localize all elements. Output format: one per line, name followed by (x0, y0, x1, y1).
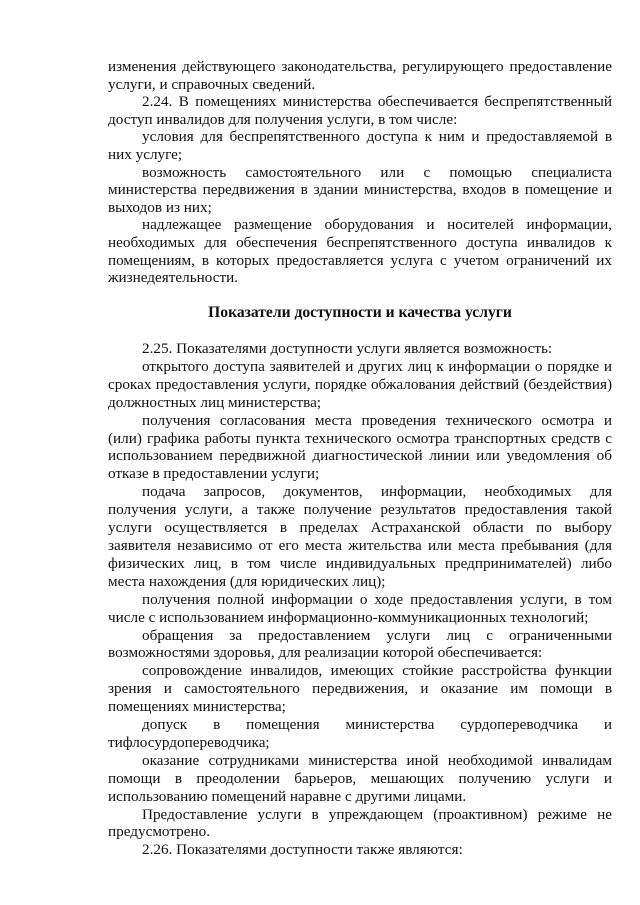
paragraph-access-conditions: условия для беспрепятственного доступа к ним и предоставляемой в них услуге; (108, 128, 612, 163)
paragraph-approval: получения согласования места проведения технического осмотра и (или) графика работы пункта технического осмотра транспортных средств с использованием передвижной диагностической линии или уведомления об отказе в предоставлении услуги; (108, 411, 612, 483)
paragraph-continuation: изменения действующего законодательства, регулирующего предоставление услуги, и справочных сведений. (108, 58, 612, 93)
paragraph-2-24: 2.24. В помещениях министерства обеспечивается беспрепятственный доступ инвалидов для получения услуги, в том числе: (108, 93, 612, 128)
paragraph-assistance: оказание сотрудниками министерства иной необходимой инвалидам помощи в преодолении барьеров, мешающих получению услуги и использованию помещений наравне с другими лицами. (108, 751, 612, 805)
section-heading: Показатели доступности и качества услуги (208, 304, 512, 321)
paragraph-disabled-access: обращения за предоставлением услуги лиц с ограниченными возможностями здоровья, для реализации которой обеспечивается: (108, 626, 612, 662)
paragraph-full-info: получения полной информации о ходе предоставления услуги, в том числе с использованием информационно-коммуникационных технологий; (108, 590, 612, 626)
paragraph-open-access: открытого доступа заявителей и других лиц к информации о порядке и сроках предоставления услуги, порядке обжалования действий (бездействия) должностных лиц министерства; (108, 357, 612, 411)
paragraph-proactive: Предоставление услуги в упреждающем (проактивном) режиме не предусмотрено. (108, 805, 612, 841)
paragraph-equipment-placement: надлежащее размещение оборудования и носителей информации, необходимых для обеспечения беспрепятственного доступа инвалидов к помещениям, в которых предоставляется услуга с учетом ограничений их жизнедеятельности. (108, 216, 612, 287)
top-text-block (108, 58, 612, 287)
paragraph-movement-possibility: возможность самостоятельного или с помощью специалиста министерства передвижения в здании министерства, входов в помещение и выходов из них; (108, 163, 612, 216)
paragraph-escort: сопровождение инвалидов, имеющих стойкие расстройства функции зрения и самостоятельного передвижения, и оказание им помощи в помещениях министерства; (108, 662, 612, 716)
paragraph-submission: подача запросов, документов, информации, необходимых для получения услуги, а также получение результатов предоставления такой услуги осуществляется в пределах Астраханской области по выбору заявителя независимо от его места жительства или места пребывания (для физических лиц, в том числе индивидуальных предпринимателей) либо места нахождения (для юридических лиц); (108, 483, 612, 590)
bottom-text-block (108, 340, 612, 859)
paragraph-2-26: 2.26. Показателями доступности также являются: (142, 841, 463, 859)
paragraph-interpreter: допуск в помещения министерства сурдопереводчика и тифлосурдопереводчика; (108, 716, 612, 751)
paragraph-2-25: 2.25. Показателями доступности услуги является возможность: (142, 340, 553, 357)
